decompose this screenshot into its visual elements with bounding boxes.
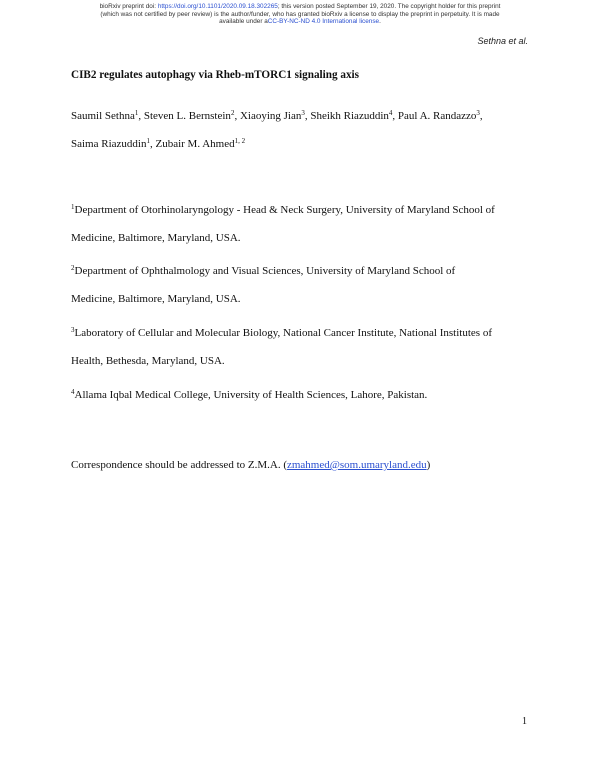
author: Sheikh Riazuddin$^4$, bbox=[310, 109, 398, 122]
banner-text: available under a bbox=[219, 18, 268, 26]
license-link[interactable]: CC-BY-NC-ND 4.0 International license bbox=[267, 18, 380, 26]
banner-line-3 bbox=[0, 18, 600, 26]
doi-link[interactable]: https://doi.org/10.1101/2020.09.18.302265 bbox=[157, 3, 278, 10]
banner-text: bioRxiv preprint doi: bbox=[99, 3, 158, 10]
affiliation-2: $^2$Department of Ophthalmology and Visual Sciences, University of Maryland School of Medicine, Baltimore, Maryland, USA. bbox=[71, 264, 456, 305]
banner-line-1 bbox=[0, 3, 600, 11]
banner-text: . bbox=[379, 18, 381, 26]
running-head: Sethna et al. bbox=[477, 36, 528, 46]
author: Xiaoying Jian$^3$, bbox=[239, 109, 311, 122]
author: Steven L. Bernstein$^2$, bbox=[143, 109, 240, 122]
author: Saumil Sethna$^1$, bbox=[71, 109, 144, 122]
affiliation-1: $^1$Department of Otorhinolaryngology - Head & Neck Surgery, University of Maryland School of Medicine, Baltimore, Maryland, USA. bbox=[71, 203, 495, 244]
author: Saima Riazuddin$^1$, bbox=[71, 137, 156, 150]
author: Paul A. Randazzo$^3$, bbox=[397, 109, 483, 122]
affiliation-4: $^4$Allama Iqbal Medical College, University of Health Sciences, Lahore, Pakistan. bbox=[71, 388, 428, 401]
banner-text: ; this version posted September 19, 2020. The copyright holder for this preprint bbox=[277, 3, 501, 10]
paper-title: CIB2 regulates autophagy via Rheb-mTORC1 signaling axis bbox=[71, 69, 360, 81]
email-link[interactable]: zmahmed@som.umaryland.edu bbox=[286, 459, 427, 471]
page-number: 1 bbox=[522, 716, 527, 727]
author-list bbox=[71, 102, 541, 158]
correspondence: Correspondence should be addressed to Z.M.A. (zmahmed@som.umaryland.edu) bbox=[71, 459, 431, 471]
author: Zubair M. Ahmed$^{1, 2}$ bbox=[155, 137, 246, 150]
affiliation-3: $^3$Laboratory of Cellular and Molecular Biology, National Cancer Institute, National Institutes of Health, Bethesda, Maryland, USA. bbox=[71, 326, 492, 367]
banner-line-2: (which was not certified by peer review) is the author/funder, who has granted bioRxiv a license to display the preprint in perpetuity. It is made bbox=[100, 10, 500, 18]
preprint-banner bbox=[0, 3, 600, 26]
